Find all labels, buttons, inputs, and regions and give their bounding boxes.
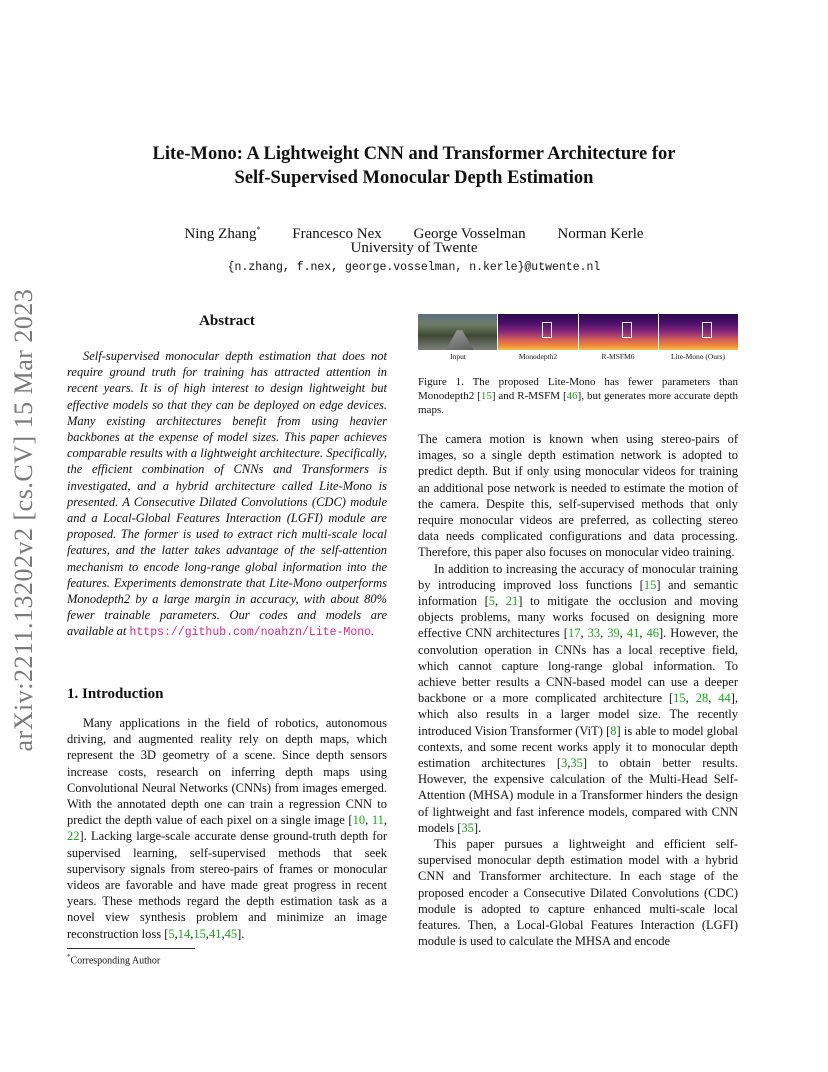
citation[interactable]: 46 xyxy=(646,626,659,641)
citation[interactable]: 28 xyxy=(695,691,709,706)
input-image xyxy=(418,314,497,350)
citation[interactable]: 21 xyxy=(505,594,519,609)
paragraph: This paper pursues a lightweight and efficient self-supervised monocular depth estimation model with a hybrid CNN and Transformer architecture. In each stage of the proposed encoder a Consecutive Dilated Convolutions (CDC) module is adopted to capture enhanced multi-scale local features. Then, a Local-Global Features Interaction (LGFI) module is used to calculate the MHSA and encode xyxy=(418,837,738,949)
arxiv-stamp xyxy=(4,285,44,755)
citation[interactable]: 3 xyxy=(560,756,568,771)
intro-paragraph: Many applications in the field of robotics, autonomous driving, and augmented reality rely on depth maps, which represent the 3D geometry of a scene. Since depth sensors increase costs, research on inferring depth maps using Convolutional Neural Networks (CNNs) from images emerged. With the annotated depth one can train a regression CNN to predict the depth value of each pixel on a single image [10, 11, 22]. Lacking large-scale accurate dense ground-truth depth for supervised learning, self-supervised methods that seek supervisory signals from stereo-pairs of frames or monocular videos are favorable and have made great progress in recent years. These methods regard the depth estimation task as a novel view synthesis problem and minimize an image reconstruction loss [5,14,15,41,45]. xyxy=(67,716,387,941)
code-link[interactable]: https://github.com/noahzn/Lite-Mono xyxy=(129,626,372,640)
citation[interactable]: 35 xyxy=(570,756,583,771)
paragraph: In addition to increasing the accuracy of monocular training by introducing improved loss functions [15] and semantic information [5, 21] to mitigate the occlusion and moving objects problems, many works focused on designing more effective CNN architectures [17, 33, 39, 41, 46]. However, the convolution operation in CNNs has a local receptive field, which cannot capture long-range global information. To achieve better results a CNN-based model can use a deeper backbone or a more complicated architecture [15, 28, 44], which also results in a larger model size. The recently introduced Vision Transformer (ViT) [8] is able to model global contexts, and some recent works apply it to monocular depth estimation architectures [3,35] to obtain better results. However, the expensive calculation of the Multi-Head Self-Attention (MHSA) module in a Transformer hinders the design of lightweight and fast inference models, compared with CNN models [35]. xyxy=(418,561,739,835)
citation[interactable]: 5 xyxy=(488,594,496,609)
depth-map-lite-mono xyxy=(659,314,738,350)
citation[interactable]: 46 xyxy=(566,390,578,402)
section-heading-introduction: 1. Introduction xyxy=(67,686,164,702)
figure-1-caption: Figure 1. The proposed Lite-Mono has fewer parameters than Monodepth2 [15] and R-MSFM [46], but generates more accurate depth maps. xyxy=(418,376,739,416)
citation[interactable]: 22 xyxy=(67,829,80,844)
citation[interactable]: 17 xyxy=(567,626,581,641)
paper-title xyxy=(0,142,828,190)
citation[interactable]: 41 xyxy=(626,626,640,641)
author-emails: {n.zhang, f.nex, george.vosselman, n.kerle}@utwente.nl xyxy=(227,261,601,274)
citation[interactable]: 5 xyxy=(168,926,175,941)
abstract-body: Self-supervised monocular depth estimation that does not require ground truth for training has attracted attention in recent years. It is of high interest to design lightweight but effective models so that they can be deployed on edge devices. Many existing architectures benefit from using heavier backbones at the expense of model sizes. This paper achieves comparable results with a lightweight architecture. Specifically, the efficient combination of CNNs and Transformers is investigated, and a hybrid architecture called Lite-Mono is presented. A Consecutive Dilated Convolutions (CDC) module and a Local-Global Features Interaction (LGFI) module are proposed. The former is used to extract rich multi-scale local features, and the latter takes advantage of the self-attention mechanism to encode long-range global information into the features. Experiments demonstrate that Lite-Mono outperforms Monodepth2 by a large margin in accuracy, with about 80% fewer trainable parameters. Our codes and models are available at https://github.com/noahzn/Lite-Mono. xyxy=(67,349,387,640)
figure-1-labels xyxy=(418,352,738,361)
figure-1-images xyxy=(418,314,738,350)
citation[interactable]: 14 xyxy=(177,926,191,941)
footnote: *Corresponding Author xyxy=(67,953,161,967)
citation[interactable]: 15 xyxy=(643,577,657,592)
author-4: Norman Kerle xyxy=(557,226,644,242)
citation[interactable]: 41 xyxy=(209,926,222,941)
figure-label: R-MSFM6 xyxy=(601,352,635,361)
author-1: Ning Zhang* xyxy=(184,225,261,242)
abstract-heading: Abstract xyxy=(199,313,255,329)
citation[interactable]: 15 xyxy=(673,691,686,706)
depth-map-rmsfm6 xyxy=(579,314,658,350)
title-line-2: Self-Supervised Monocular Depth Estimation xyxy=(234,168,594,188)
figure-label: Monodepth2 xyxy=(518,352,558,361)
citation[interactable]: 35 xyxy=(461,820,474,835)
figure-label: Input xyxy=(450,352,466,361)
right-column-text xyxy=(418,431,738,950)
figure-label: Lite-Mono (Ours) xyxy=(671,352,725,361)
depth-map-monodepth2 xyxy=(498,314,577,350)
citation[interactable]: 8 xyxy=(610,723,617,738)
arxiv-stamp-text: arXiv:2211.13202v2 [cs.CV] 15 Mar 2023 xyxy=(9,288,38,752)
citation[interactable]: 11 xyxy=(371,813,384,828)
citation[interactable]: 10 xyxy=(352,813,366,828)
author-3: George Vosselman xyxy=(413,226,526,242)
citation[interactable]: 39 xyxy=(607,626,620,641)
title-line-1: Lite-Mono: A Lightweight CNN and Transformer Architecture for xyxy=(152,144,676,164)
citation[interactable]: 15 xyxy=(193,926,206,941)
citation[interactable]: 15 xyxy=(480,390,492,402)
paragraph: The camera motion is known when using stereo-pairs of images, so a single depth estimation network is adopted to predict depth. But if only using monocular videos for training an additional pose network is needed to estimate the motion of the camera. Despite this, self-supervised methods that only require monocular videos are preferred, as collecting stereo data needs complicated configurations and data processing. Therefore, this paper also focuses on monocular video training. xyxy=(418,432,738,560)
author-2: Francesco Nex xyxy=(292,226,382,242)
citation[interactable]: 44 xyxy=(718,691,731,706)
footnote-rule xyxy=(67,948,195,949)
citation[interactable]: 33 xyxy=(587,626,601,641)
affiliation: University of Twente xyxy=(350,240,478,256)
citation[interactable]: 45 xyxy=(224,926,238,941)
